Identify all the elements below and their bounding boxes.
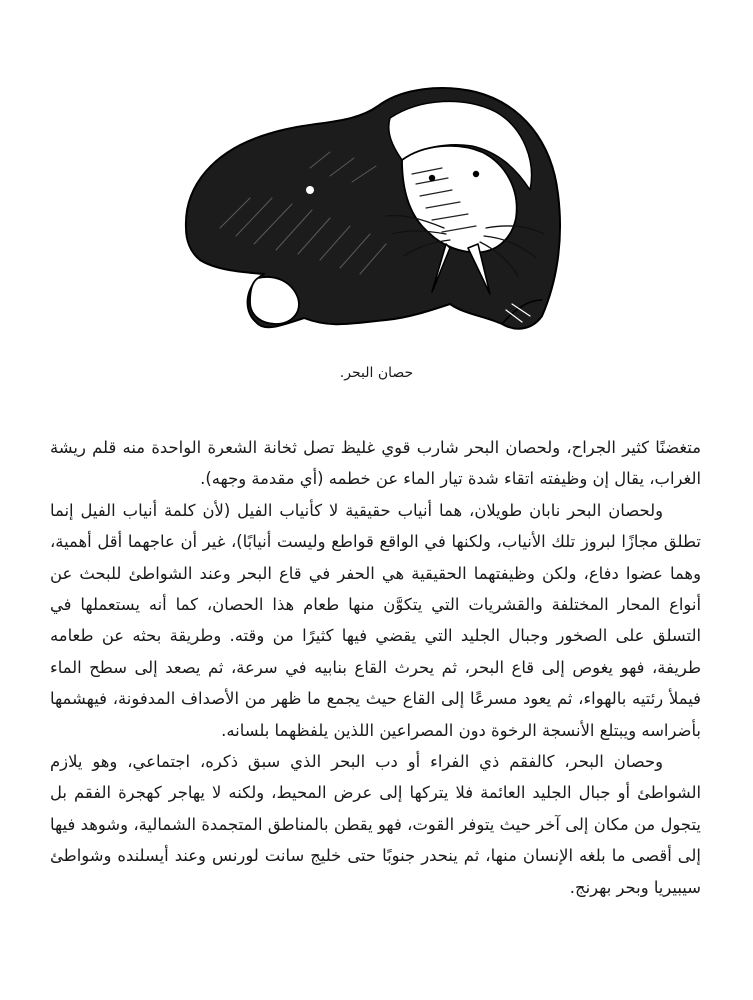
paragraph-1: متغضنًا كثير الجراح، ولحصان البحر شارب قوي غليظ تصل ثخانة الشعرة الواحدة منه قلم ريشة الغراب، يقال إن وظيفته اتقاء شدة تيار الماء عن خطمه (أي مقدمة وجهه).: [50, 438, 701, 489]
paragraph-3: وحصان البحر، كالفقم ذي الفراء أو دب البحر الذي سبق ذكره، اجتماعي، وهو يلازم الشواطئ أو جبال الجليد العائمة فلا يتركها إلى عرض المحيط، ولكنه لا يهاجر كهجرة الفقم بل يتجول من مكان إلى آخر حيث يتوفر القوت، فهو يقطن بالمناطق المتجمدة الشمالية، وشوهد فيها إلى أقصى ما بلغه الإنسان منها، ثم ينحدر جنوبًا حتى خليج سانت لورنس وعند أيسلنده وشواطئ سيبيريا وبحر بهرنج.: [50, 752, 701, 897]
paragraph-2: ولحصان البحر نابان طويلان، هما أنياب حقيقية لا كأنياب الفيل (لأن كلمة أنياب الفيل إنما تطلق مجازًا لبروز تلك الأنياب، ولكنها في الواقع قواطع وليست أنيابًا)، غير أن عاجهما أقل أهمية، وهما عضوا دفاع، ولكن وظيفتهما الحقيقية هي الحفر في قاع البحر وعند الشواطئ للبحث عن أنواع المحار المختلفة والقشريات التي يتكوَّن منها طعام هذا الحصان، كما أنه يستعملها في التسلق على الصخور وجبال الجليد التي يقضي فيها كثيرًا من وقته. وطريقة بحثه عن طعامه طريفة، فهو يغوص إلى قاع البحر، ثم يحرث القاع بنابيه في سرعة، ثم يصعد إلى سطح الماء فيملأ رئتيه بالهواء، ثم يعود مسرعًا إلى القاع حيث يجمع ما ظهر من الأصداف المدفونة، فيهشمها بأضراسه ويبتلع الأنسجة الرخوة دون المصراعين اللذين يلفظهما بلسانه.: [50, 500, 701, 740]
walrus-illustration: [180, 78, 580, 340]
figure-caption: حصان البحر.: [339, 365, 414, 381]
body-text: [50, 432, 701, 903]
